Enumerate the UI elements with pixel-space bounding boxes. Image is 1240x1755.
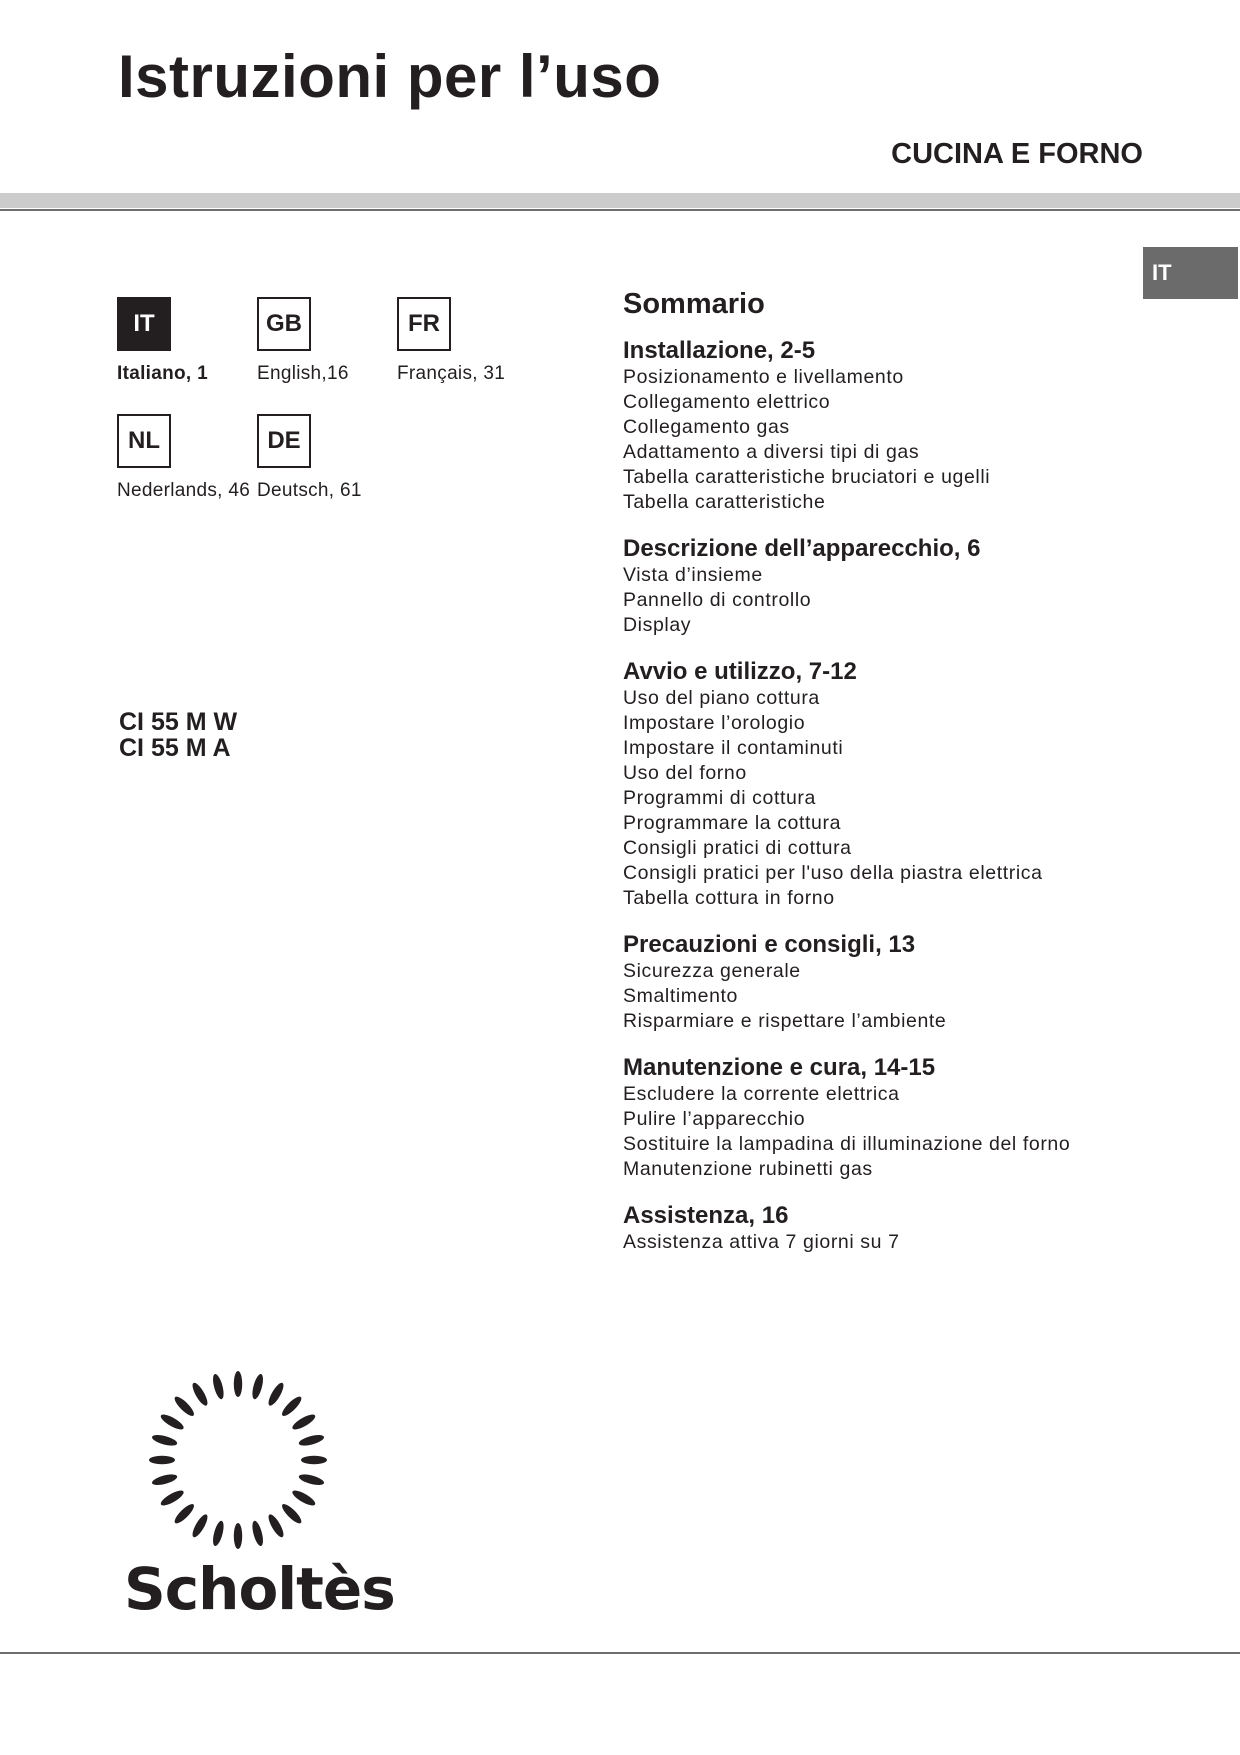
model-name: CI 55 M A [119,734,231,762]
sun-ray [250,1373,265,1400]
toc-item[interactable]: Collegamento elettrico [623,391,831,413]
toc-item[interactable]: Tabella caratteristiche bruciatori e ugelli [623,466,991,488]
toc-item[interactable]: Escludere la corrente elettrica [623,1083,900,1105]
toc-section [623,931,1183,1034]
language-label: English,16 [257,363,349,384]
toc-item[interactable]: Manutenzione rubinetti gas [623,1158,873,1180]
sun-ray [298,1472,325,1487]
model-list [119,709,237,761]
sun-ray [234,1523,242,1549]
toc-item[interactable]: Adattamento a diversi tipi di gas [623,441,920,463]
language-code-box: FR [397,297,451,351]
toc-item[interactable]: Collegamento gas [623,416,790,438]
sun-ray [211,1373,226,1400]
toc-item[interactable]: Programmare la cottura [623,812,842,834]
sun-ray [266,1381,286,1408]
toc-item[interactable]: Consigli pratici per l'uso della piastra elettrica [623,862,1043,884]
language-code-box: GB [257,297,311,351]
sun-ray [234,1371,242,1397]
toc-section [623,337,1183,515]
sun-ray [172,1394,196,1418]
header-rule-line [0,209,1240,211]
toc-item[interactable]: Uso del piano cottura [623,687,820,709]
sun-ray [190,1381,210,1408]
toc-section [623,1054,1183,1182]
toc-item[interactable]: Smaltimento [623,985,738,1007]
toc-heading[interactable]: Manutenzione e cura, 14-15 [623,1054,936,1081]
sun-ray [190,1512,210,1539]
sun-ray [298,1433,325,1448]
toc-item[interactable]: Display [623,614,692,636]
toc-item[interactable]: Vista d’insieme [623,564,763,586]
toc-item[interactable]: Uso del forno [623,762,747,784]
sun-ray [266,1512,286,1539]
sun-ray [149,1456,175,1464]
toc-section [623,1202,1183,1255]
language-label: Français, 31 [397,363,506,384]
language-label: Italiano, 1 [117,363,208,384]
toc-item[interactable]: Impostare l’orologio [623,712,806,734]
toc-item[interactable]: Posizionamento e livellamento [623,366,904,388]
toc-item[interactable]: Programmi di cottura [623,787,816,809]
brand-sun-icon [118,1370,358,1550]
language-item-fr[interactable] [397,297,562,385]
model-name: CI 55 M W [119,708,238,736]
brand-logo-wordmark: Scholtès [124,1555,395,1623]
sun-ray [290,1412,317,1432]
language-code-box: NL [117,414,171,468]
toc-item[interactable]: Assistenza attiva 7 giorni su 7 [623,1231,900,1253]
toc-item[interactable]: Tabella caratteristiche [623,491,826,513]
header-rule [0,193,1240,208]
toc-title: Sommario [623,288,765,320]
sun-ray [159,1412,186,1432]
sun-ray [159,1488,186,1508]
table-of-contents [623,288,1183,1275]
toc-section [623,535,1183,638]
language-item-de[interactable] [257,414,422,502]
toc-item[interactable]: Sicurezza generale [623,960,801,982]
toc-item[interactable]: Consigli pratici di cottura [623,837,852,859]
sun-ray [250,1520,265,1547]
sun-ray [301,1456,327,1464]
toc-item[interactable]: Pulire l’apparecchio [623,1108,806,1130]
toc-heading[interactable]: Descrizione dell’apparecchio, 6 [623,535,981,562]
sun-ray [151,1472,178,1487]
sun-ray [280,1502,304,1526]
sun-ray [280,1394,304,1418]
toc-heading[interactable]: Installazione, 2-5 [623,337,816,364]
toc-item[interactable]: Tabella cottura in forno [623,887,835,909]
toc-section [623,658,1183,911]
toc-item[interactable]: Risparmiare e rispettare l’ambiente [623,1010,947,1032]
footer-rule [0,1652,1240,1654]
sun-ray [290,1488,317,1508]
language-side-tab: IT [1143,247,1238,299]
toc-heading[interactable]: Avvio e utilizzo, 7-12 [623,658,857,685]
sun-ray [151,1433,178,1448]
sun-ray [172,1502,196,1526]
language-code-box: IT [117,297,171,351]
toc-item[interactable]: Impostare il contaminuti [623,737,844,759]
product-subtitle: CUCINA E FORNO [891,138,1143,170]
toc-item[interactable]: Pannello di controllo [623,589,812,611]
language-label: Deutsch, 61 [257,480,362,501]
toc-heading[interactable]: Precauzioni e consigli, 13 [623,931,916,958]
toc-item[interactable]: Sostituire la lampadina di illuminazione del forno [623,1133,1071,1155]
language-code-box: DE [257,414,311,468]
toc-heading[interactable]: Assistenza, 16 [623,1202,789,1229]
manual-title: Istruzioni per l’uso [118,43,662,110]
language-label: Nederlands, 46 [117,480,251,501]
sun-ray [211,1520,226,1547]
